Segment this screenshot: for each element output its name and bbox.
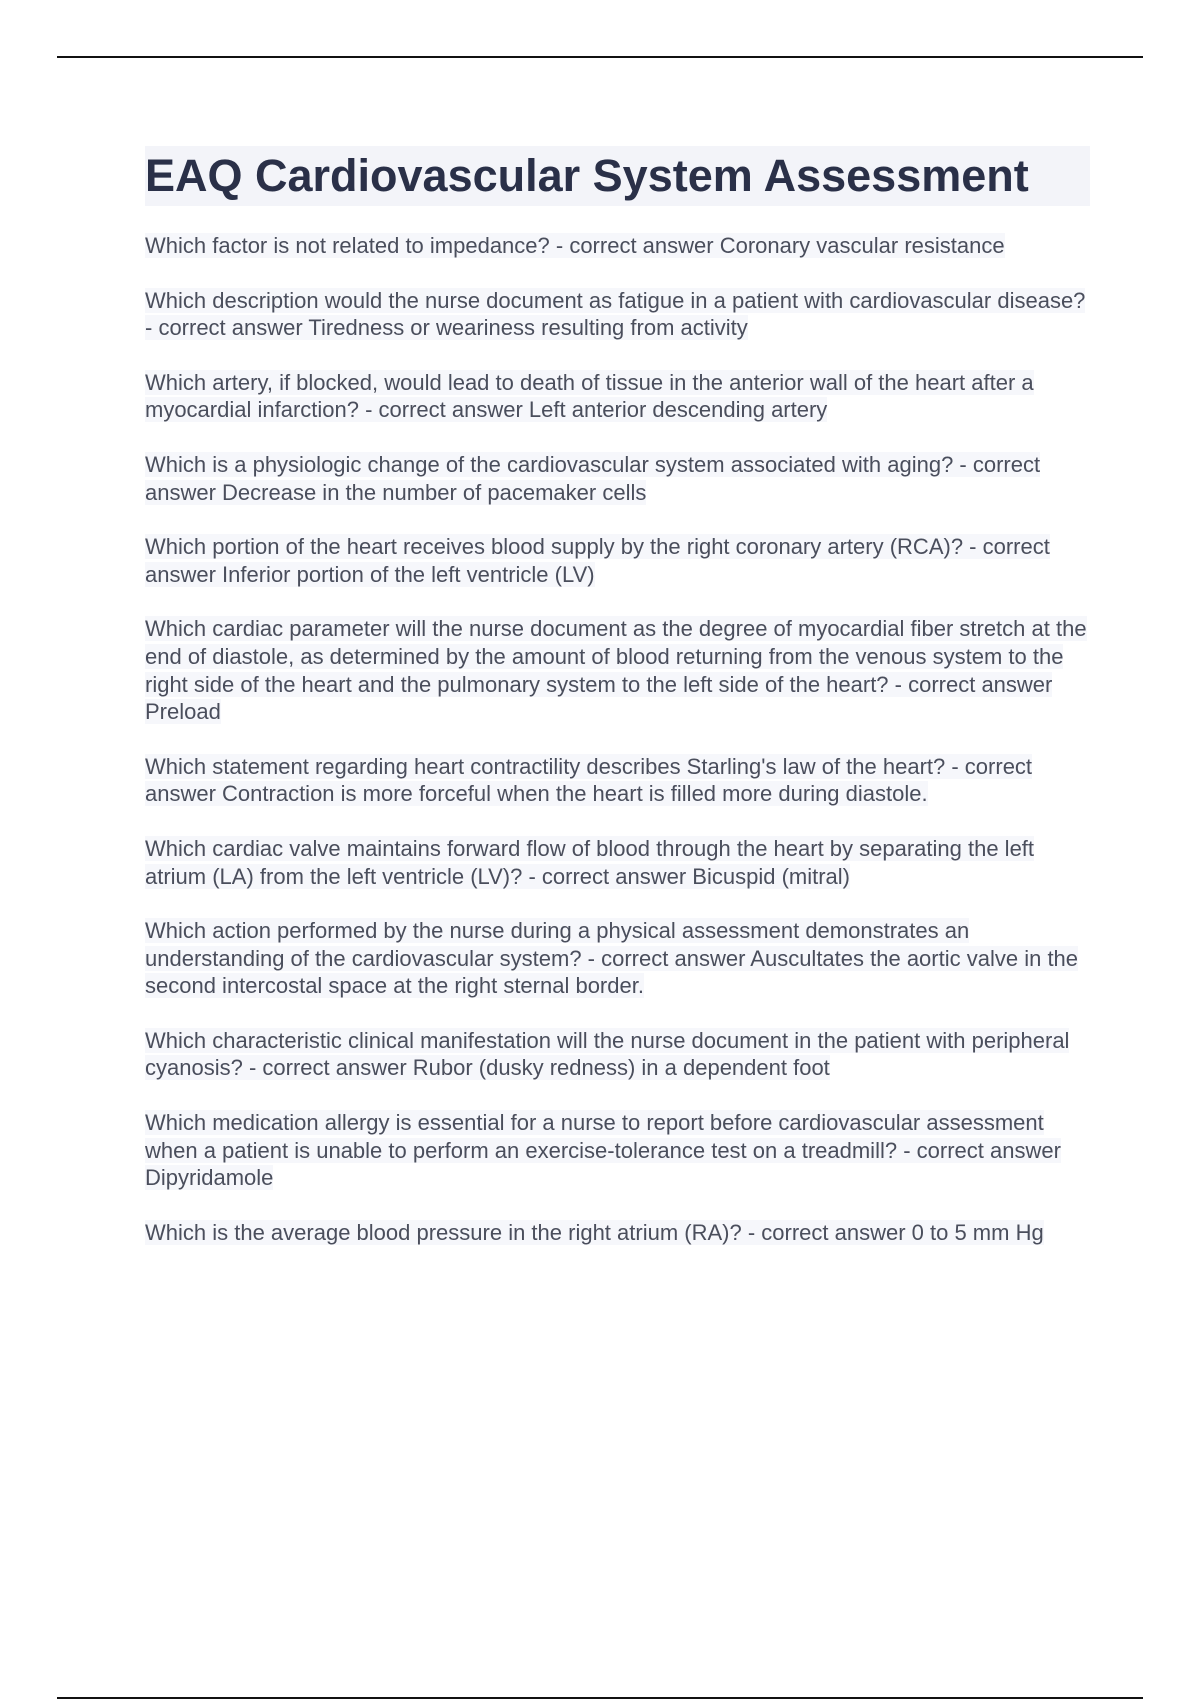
bottom-rule bbox=[57, 1697, 1143, 1699]
qa-text: Which is a physiologic change of the cardiovascular system associated with aging? - correct answer Decrease in the number of pacemaker cells bbox=[145, 451, 1041, 505]
qa-text: Which description would the nurse document as fatigue in a patient with cardiovascular disease? - correct answer Tiredness or weariness resulting from activity bbox=[145, 287, 1086, 341]
qa-item bbox=[145, 835, 1090, 890]
qa-item bbox=[145, 232, 1090, 260]
qa-item bbox=[145, 287, 1090, 342]
qa-item bbox=[145, 917, 1090, 1000]
qa-item bbox=[145, 1027, 1090, 1082]
qa-text: Which characteristic clinical manifestation will the nurse document in the patient with peripheral cyanosis? - correct answer Rubor (dusky redness) in a dependent foot bbox=[145, 1027, 1070, 1081]
top-rule bbox=[57, 56, 1143, 58]
document-body bbox=[145, 146, 1090, 1273]
qa-item bbox=[145, 615, 1090, 725]
qa-item bbox=[145, 753, 1090, 808]
page-title: EAQ Cardiovascular System Assessment bbox=[145, 150, 1029, 201]
qa-list bbox=[145, 232, 1090, 1246]
qa-text: Which cardiac parameter will the nurse document as the degree of myocardial fiber stretch at the end of diastole, as determined by the amount of blood returning from the venous system to the right side of the heart and the pulmonary system to the left side of the heart? - correct answer Preload bbox=[145, 616, 1087, 725]
qa-text: Which cardiac valve maintains forward flow of blood through the heart by separating the left atrium (LA) from the left ventricle (LV)? - correct answer Bicuspid (mitral) bbox=[145, 835, 1035, 889]
qa-item bbox=[145, 1219, 1090, 1247]
qa-text: Which medication allergy is essential for a nurse to report before cardiovascular assessment when a patient is unable to perform an exercise-tolerance test on a treadmill? - correct answer Dipyridamole bbox=[145, 1110, 1061, 1191]
qa-item bbox=[145, 369, 1090, 424]
qa-item bbox=[145, 451, 1090, 506]
qa-text: Which artery, if blocked, would lead to death of tissue in the anterior wall of the heart after a myocardial infarction? - correct answer Left anterior descending artery bbox=[145, 369, 1034, 423]
qa-text: Which portion of the heart receives blood supply by the right coronary artery (RCA)? - correct answer Inferior portion of the left ventricle (LV) bbox=[145, 534, 1050, 587]
qa-text: Which action performed by the nurse during a physical assessment demonstrates an understanding of the cardiovascular system? - correct answer Auscultates the aortic valve in the second intercostal space at the right sternal border. bbox=[145, 918, 1079, 999]
title-block bbox=[145, 146, 1090, 206]
qa-text: Which statement regarding heart contractility describes Starling's law of the heart? - correct answer Contraction is more forceful when the heart is filled more during diastole. bbox=[145, 753, 1033, 807]
qa-item bbox=[145, 1109, 1090, 1192]
qa-text: Which factor is not related to impedance? - correct answer Coronary vascular resistance bbox=[145, 233, 1005, 258]
qa-text: Which is the average blood pressure in the right atrium (RA)? - correct answer 0 to 5 mm Hg bbox=[145, 1219, 1044, 1245]
qa-item bbox=[145, 533, 1090, 588]
